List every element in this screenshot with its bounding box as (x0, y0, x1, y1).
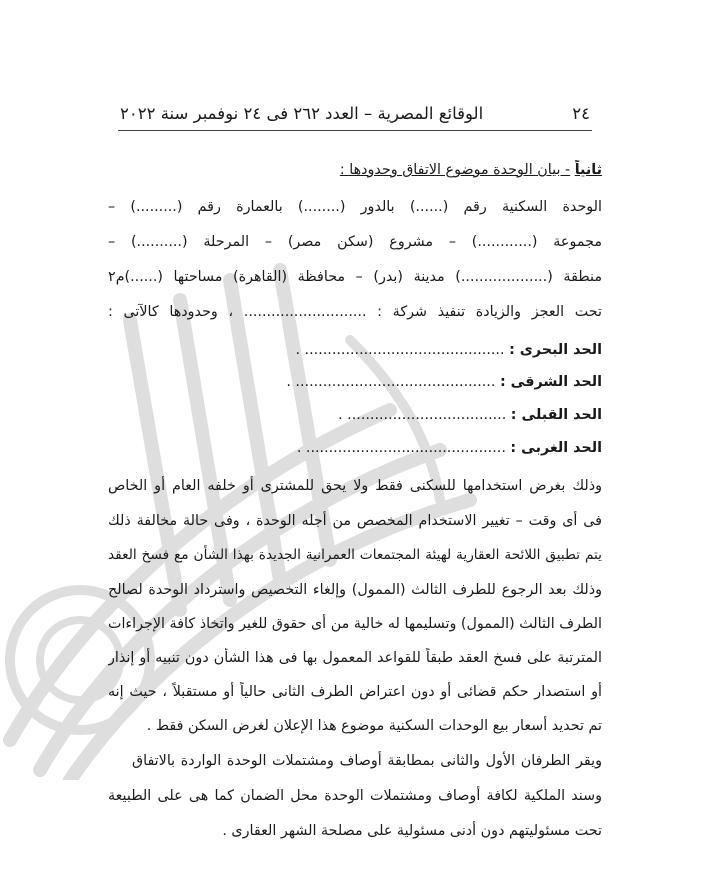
final-line: ويقر الطرفان الأول والثانى بمطابقة أوصاف ومشتملات الوحدة الواردة بالاتفاق (132, 753, 602, 769)
body-line: المترتبة على فسخ العقد طبقاً للقواعد المعمول بها فى هذا الشأن دون تنبيه أو إنذار (108, 650, 602, 666)
unit-line: منطقة (...................) مدينة (بدر) – محافظة (القاهرة) مساحتها (......)م٢ (108, 269, 602, 285)
unit-line: مجموعة (............) – مشروع (سكن مصر) – المرحلة (..........) – (108, 234, 602, 250)
border-label: الحد الغربى : (510, 440, 602, 456)
section-label: ثانياً (574, 162, 602, 178)
gazette-title: الوقائع المصرية – العدد ٢٦٢ فى ٢٤ نوفمبر سنة ٢٠٢٢ (120, 104, 484, 123)
border-east (108, 372, 602, 392)
border-west (108, 438, 602, 458)
body-line: أو استصدار حكم قضائى أو دون اعتراض الطرف الثانى حالياً أو مستقبلاً ، حيث إنه (108, 684, 602, 700)
body-line: وذلك بعد الرجوع للطرف الثالث (الممول) وإلغاء التخصيص واسترداد الوحدة لصالح (108, 582, 602, 598)
border-label: الحد البحرى : (509, 342, 602, 358)
border-value: ............................................ . (296, 440, 506, 456)
unit-line: الوحدة السكنية رقم (......) بالدور (........) بالعمارة رقم (.........) – (108, 199, 602, 215)
page-number: ٢٤ (572, 104, 590, 123)
header-rule (118, 130, 592, 131)
border-value: ............................................ . (286, 374, 496, 390)
body-line: وذلك بغرض استخدامها للسكنى فقط ولا يحق للمشترى أو خلفه العام أو الخاص (108, 478, 602, 494)
section-heading (108, 160, 602, 180)
body-line: الطرف الثالث (الممول) وتسليمها له خالية من أى حقوق للغير واتخاذ كافة الإجراءات (108, 616, 602, 632)
final-line: تحت مسئوليتهم دون أدنى مسئولية على مصلحة الشهر العقارى . (222, 823, 602, 839)
final-line: وسند الملكية لكافة أوصاف ومشتملات الوحدة محل الضمان كما هى على الطبيعة (108, 788, 602, 804)
border-value: ............................................ . (295, 342, 505, 358)
body-line: تم تحديد أسعار بيع الوحدات السكنية موضوع هذا الإعلان لغرض السكن فقط . (146, 718, 602, 734)
section-title: - بيان الوحدة موضوع الاتفاق وحدودها : (339, 162, 571, 178)
border-north (108, 340, 602, 360)
body-line: يتم تطبيق اللائحة العقارية لهيئة المجتمعات العمرانية الجديدة بهذا الشأن مع فسخ العقد (108, 547, 602, 563)
border-south (108, 405, 602, 425)
border-value: ................................... . (338, 407, 507, 423)
border-label: الحد الشرقى : (499, 374, 602, 390)
unit-line: تحت العجز والزيادة تنفيذ شركة : ........................... ، وحدودها كالآتى : (108, 304, 602, 320)
body-line: فى أى وقت – تغيير الاستخدام المخصص من أجله الوحدة ، وفى حالة مخالفة ذلك (108, 513, 602, 529)
border-label: الحد القبلى : (510, 407, 602, 423)
